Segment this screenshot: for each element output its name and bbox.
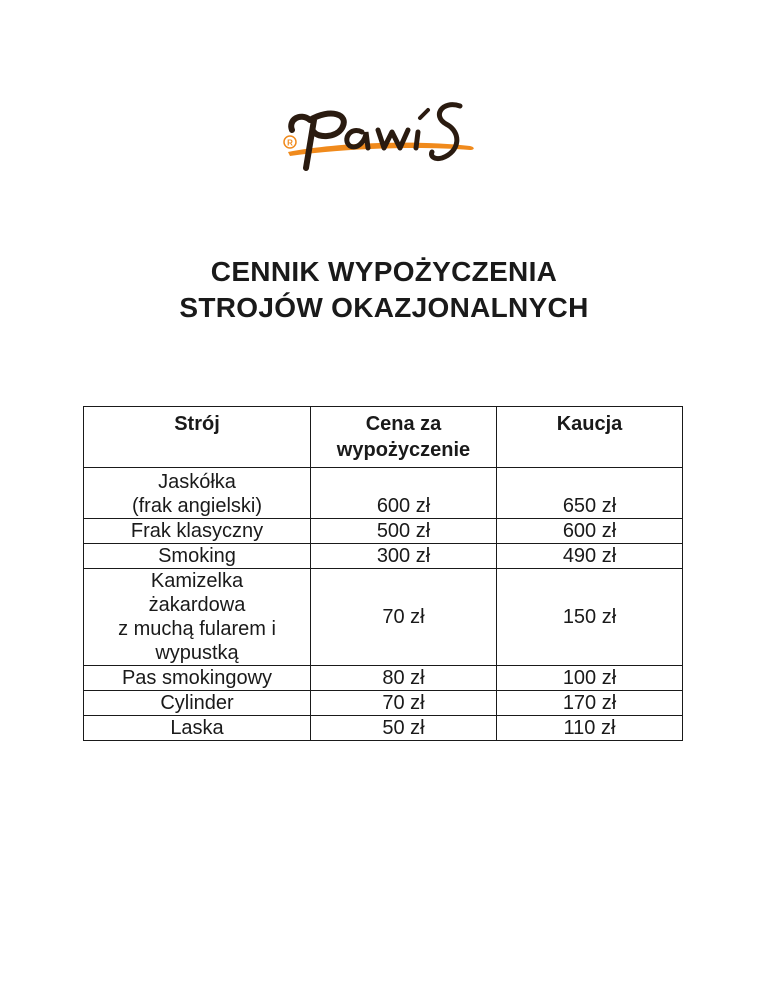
- item-line: Kamizelka: [150, 570, 244, 592]
- cell-deposit: 650 zł: [497, 468, 683, 519]
- cell-deposit: 100 zł: [497, 666, 683, 691]
- table-row: [84, 716, 683, 741]
- item-line: Smoking: [158, 545, 236, 567]
- cell-price: 600 zł: [311, 468, 497, 519]
- cell-price: 500 zł: [311, 519, 497, 544]
- cell-item: [84, 468, 311, 519]
- cell-item: [84, 544, 311, 569]
- svg-text:R: R: [287, 138, 293, 148]
- cell-item: [84, 569, 311, 666]
- cell-item: [84, 666, 311, 691]
- table-row: [84, 569, 683, 666]
- cell-price: 70 zł: [311, 691, 497, 716]
- price-table: [83, 406, 683, 741]
- cell-item: [84, 519, 311, 544]
- table-row: [84, 666, 683, 691]
- cell-item: [84, 716, 311, 741]
- item-line: Pas smokingowy: [121, 667, 273, 689]
- title-line-2: STROJÓW OKAZJONALNYCH: [179, 292, 589, 323]
- table-row: [84, 468, 683, 519]
- cell-price: 50 zł: [311, 716, 497, 741]
- item-line: z muchą fularem i: [118, 618, 276, 640]
- header-price: [311, 407, 497, 468]
- header-price-line-2: wypożyczenie: [336, 439, 471, 461]
- cell-price: 300 zł: [311, 544, 497, 569]
- item-line: żakardowa: [148, 594, 246, 616]
- cell-deposit: 490 zł: [497, 544, 683, 569]
- table-header-row: [84, 407, 683, 468]
- header-item: Strój: [84, 407, 311, 468]
- page-title: [0, 254, 768, 326]
- header-price-line-1: Cena za: [365, 413, 442, 435]
- cell-deposit: 150 zł: [497, 569, 683, 666]
- pawis-logo: [270, 90, 490, 180]
- table-row: [84, 519, 683, 544]
- item-line: (frak angielski): [131, 495, 263, 517]
- cell-item: [84, 691, 311, 716]
- item-line: Cylinder: [160, 692, 234, 714]
- cell-deposit: 170 zł: [497, 691, 683, 716]
- header-deposit: Kaucja: [497, 407, 683, 468]
- title-line-1: CENNIK WYPOŻYCZENIA: [210, 256, 558, 287]
- item-line: wypustką: [155, 642, 239, 664]
- cell-price: 80 zł: [311, 666, 497, 691]
- item-line: Frak klasyczny: [130, 520, 264, 542]
- cell-deposit: 110 zł: [497, 716, 683, 741]
- item-line: Jaskółka: [158, 471, 236, 493]
- cell-price: 70 zł: [311, 569, 497, 666]
- table-row: [84, 691, 683, 716]
- table-row: [84, 544, 683, 569]
- item-line: Laska: [170, 717, 224, 739]
- cell-deposit: 600 zł: [497, 519, 683, 544]
